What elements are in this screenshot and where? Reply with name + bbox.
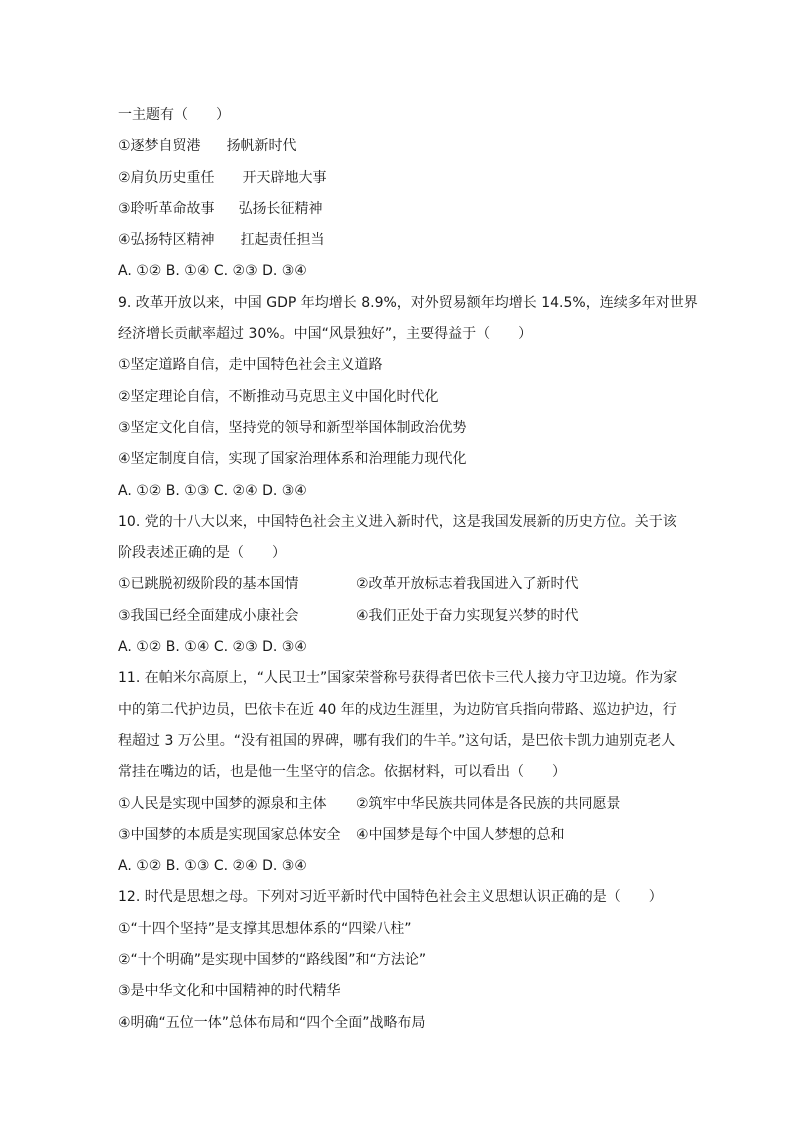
q8-answers: A. ①② B. ①④ C. ②③ D. ③④ xyxy=(118,263,307,280)
q8-option-2 xyxy=(118,163,678,194)
q11-option-3: ③中国梦的本质是实现国家总体安全 xyxy=(118,826,341,843)
q11-options-row-2 xyxy=(118,820,678,851)
q12-option-4: ④明确“五位一体”总体布局和“四个全面”战略布局 xyxy=(118,1014,426,1031)
q8-option-3-b: 弘扬长征精神 xyxy=(238,200,323,217)
q12-option-2: ②“十个明确”是实现中国梦的“路线图”和“方法论” xyxy=(118,952,427,969)
q11-stem-line-1: 11. 在帕米尔高原上，“人民卫士”国家荣誉称号获得者巴依卡三代人接力守卫边境。作为家 xyxy=(118,670,678,687)
q11-options-row-1 xyxy=(118,789,678,820)
q10-option-2: ②改革开放标志着我国进入了新时代 xyxy=(356,576,579,593)
q8-option-2-a: ②肩负历史重任 xyxy=(118,169,215,186)
q9-stem-line-1: 9. 改革开放以来，中国 GDP 年均增长 8.9%，对外贸易额年均增长 14.5%，连续多年对世界 xyxy=(118,294,698,311)
q12-stem-line-1: 12. 时代是思想之母。下列对习近平新时代中国特色社会主义思想认识正确的是（ ） xyxy=(118,889,663,906)
q11-stem-line-2: 中的第二代护边员，巴依卡在近 40 年的戍边生涯里，为边防官兵指向带路、巡边护边，行 xyxy=(118,701,677,718)
q8-option-1-a: ①逐梦自贸港 xyxy=(118,138,201,155)
q11-stem-line-4: 常挂在嘴边的话，也是他一生坚守的信念。依据材料，可以看出（ ） xyxy=(118,764,566,781)
q10-option-4: ④我们正处于奋力实现复兴梦的时代 xyxy=(356,607,579,624)
q8-option-1-b: 扬帆新时代 xyxy=(226,138,297,155)
q11-stem-line-3: 程超过 3 万公里。“没有祖国的界碑，哪有我们的牛羊。”这句话，是巴依卡凯力迪别克老人 xyxy=(118,732,676,749)
q9-option-1: ①坚定道路自信，走中国特色社会主义道路 xyxy=(118,357,383,374)
q8-stem-tail: 一主题有（ ） xyxy=(118,107,230,123)
q8-option-4 xyxy=(118,225,678,256)
q9-option-2: ②坚定理论自信，不断推动马克思主义中国化时代化 xyxy=(118,388,439,405)
q8-option-3 xyxy=(118,194,678,225)
q11-option-2: ②筑牢中华民族共同体是各民族的共同愿景 xyxy=(356,795,621,812)
q10-stem-line-2: 阶段表述正确的是（ ） xyxy=(118,545,286,562)
q8-option-4-b: 扛起责任担当 xyxy=(240,232,325,249)
question-content xyxy=(118,100,698,1039)
q8-option-1 xyxy=(118,131,678,162)
q9-answers: A. ①② B. ①③ C. ②④ D. ③④ xyxy=(118,482,307,499)
q9-option-4: ④坚定制度自信，实现了国家治理体系和治理能力现代化 xyxy=(118,451,467,468)
q9-option-3: ③坚定文化自信，坚持党的领导和新型举国体制政治优势 xyxy=(118,419,467,436)
q11-answers: A. ①② B. ①③ C. ②④ D. ③④ xyxy=(118,858,307,875)
q11-option-1: ①人民是实现中国梦的源泉和主体 xyxy=(118,795,327,812)
q10-stem-line-1: 10. 党的十八大以来，中国特色社会主义进入新时代，这是我国发展新的历史方位。关于该 xyxy=(118,513,677,530)
q10-option-3: ③我国已经全面建成小康社会 xyxy=(118,607,299,624)
q12-option-3: ③是中华文化和中国精神的时代精华 xyxy=(118,983,341,1000)
q10-options-row-1 xyxy=(118,569,678,600)
q8-option-3-a: ③聆听革命故事 xyxy=(118,200,215,217)
q9-stem-line-2: 经济增长贡献率超过 30%。中国“风景独好”，主要得益于（ ） xyxy=(118,326,533,343)
q10-answers: A. ①② B. ①④ C. ②③ D. ③④ xyxy=(118,639,307,656)
q8-option-2-b: 开天辟地大事 xyxy=(242,169,327,186)
q10-option-1: ①已跳脱初级阶段的基本国情 xyxy=(118,576,299,593)
q8-option-4-a: ④弘扬特区精神 xyxy=(118,232,215,249)
q11-option-4: ④中国梦是每个中国人梦想的总和 xyxy=(356,826,565,843)
q12-option-1: ①“十四个坚持”是支撑其思想体系的“四梁八柱” xyxy=(118,920,412,937)
q10-options-row-2 xyxy=(118,601,678,632)
